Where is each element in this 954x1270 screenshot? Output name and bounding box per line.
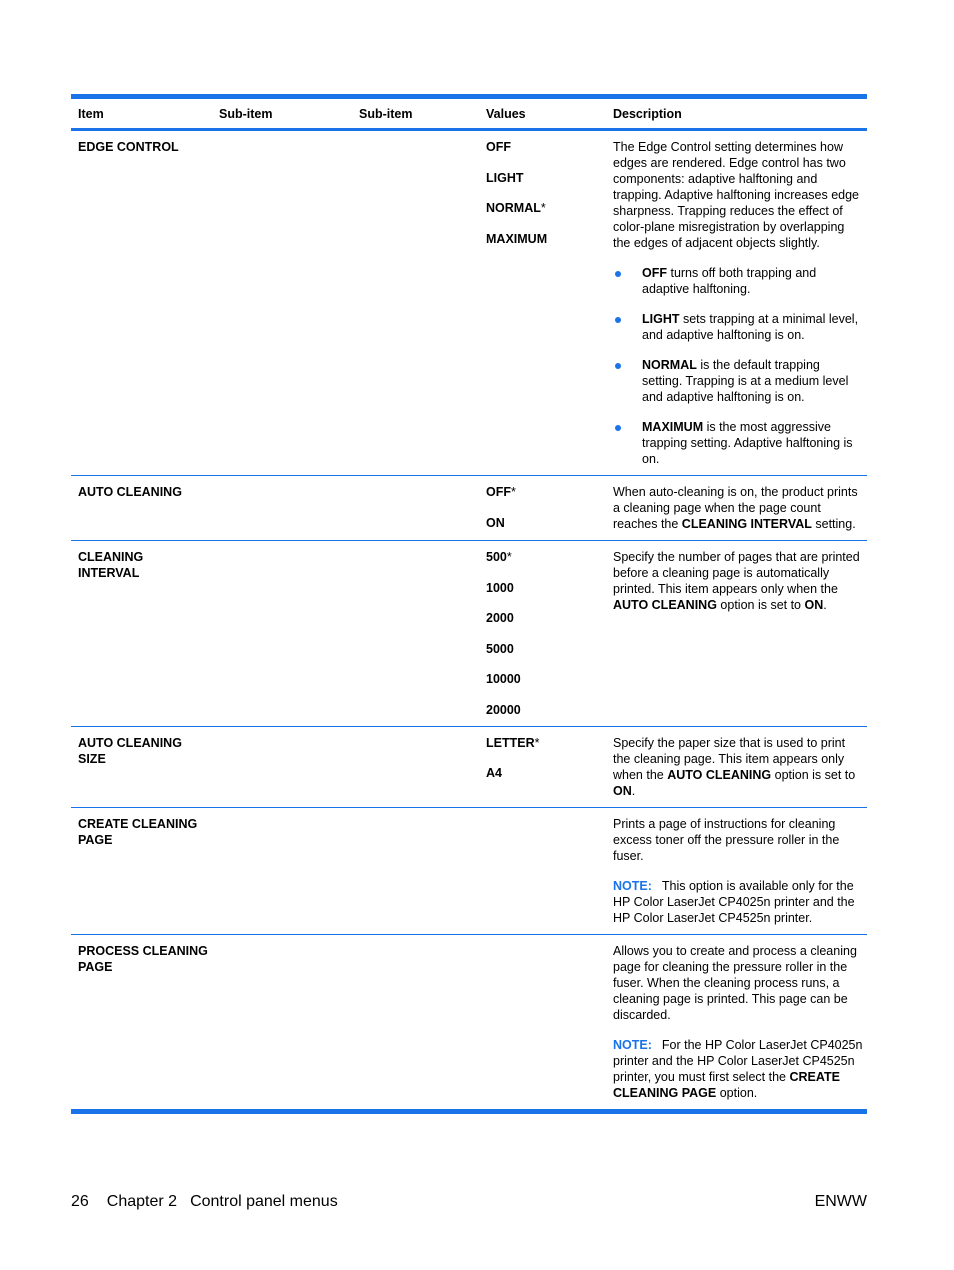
value-entry: ON [486, 515, 505, 530]
table-row-process-cleaning-page [71, 935, 867, 1109]
note-label: NOTE: [613, 878, 652, 893]
note: NOTE: For the HP Color LaserJet CP4025n printer and the HP Color LaserJet CP4525n printer, you must first select the CREATE CLEANING PAGE option. [613, 1037, 863, 1100]
description-cell [606, 727, 867, 807]
bullet-icon [615, 363, 621, 369]
value-entry: A4 [486, 766, 502, 780]
table-header [71, 99, 867, 131]
item-cell: CREATE CLEANING PAGE [78, 816, 198, 847]
value-entry: 10000 [486, 672, 521, 686]
chapter-label: Chapter 2 [106, 1193, 178, 1210]
item-cell: CLEANING INTERVAL [78, 550, 144, 580]
sub-item-cell [211, 541, 351, 726]
table-row-edge-control [71, 131, 867, 476]
description-text: Specify the number of pages that are printed before a cleaning page is automatically printed. This item appears only when the AUTO CLEANING option is set to ON. [613, 550, 860, 612]
sub-item-cell [211, 727, 351, 807]
sub-item-cell [351, 727, 479, 807]
header-sub-item-1: Sub-item [219, 106, 273, 121]
value-entry: OFF* [486, 485, 516, 499]
bullet-item: LIGHT sets trapping at a minimal level, and adaptive halftoning is on. [613, 311, 863, 343]
item-cell: AUTO CLEANING [78, 485, 182, 499]
values-cell [479, 808, 606, 934]
header-description: Description [613, 106, 682, 121]
header-values: Values [486, 106, 526, 121]
description-text: The Edge Control setting determines how edges are rendered. Edge control has two components: adaptive halftoning and trapping. Adaptive halftoning increases edge sharpness. Trapping reduces the effect of color-plane misregistration by overlapping the edges of adjacent objects slightly. [613, 140, 860, 250]
value-entry: MAXIMUM [486, 231, 548, 246]
sub-item-cell [351, 935, 479, 1109]
description-cell [606, 808, 867, 934]
header-item: Item [78, 106, 104, 121]
value-entry: 500* [486, 550, 512, 564]
value-entry: 1000 [486, 580, 514, 595]
table-row-auto-cleaning-size [71, 727, 867, 808]
sub-item-cell [351, 541, 479, 726]
table-row-auto-cleaning [71, 476, 867, 541]
value-entry: OFF [486, 140, 511, 154]
note: NOTE: This option is available only for the HP Color LaserJet CP4025n printer and the HP Color LaserJet CP4525n printer. [613, 878, 855, 925]
description-cell [606, 131, 867, 475]
item-cell: PROCESS CLEANING PAGE [78, 943, 208, 974]
bullet-icon [615, 271, 621, 277]
table-row-create-cleaning-page [71, 808, 867, 935]
bullet-item: MAXIMUM is the most aggressive trapping setting. Adaptive halftoning is on. [613, 419, 863, 467]
footer-right: ENWW [814, 1193, 867, 1210]
header-sub-item-2: Sub-item [359, 106, 413, 121]
bullet-list [613, 265, 863, 467]
values-cell [479, 476, 606, 540]
bullet-item: OFF turns off both trapping and adaptive halftoning. [613, 265, 863, 297]
description-text: When auto-cleaning is on, the product prints a cleaning page when the page count reaches the CLEANING INTERVAL setting. [613, 485, 858, 531]
values-cell [479, 727, 606, 807]
sub-item-cell [211, 808, 351, 934]
chapter-title: Control panel menus [190, 1193, 338, 1210]
note-label: NOTE: [613, 1037, 652, 1052]
item-cell: AUTO CLEANING SIZE [78, 735, 182, 766]
sub-item-cell [211, 935, 351, 1109]
item-cell: EDGE CONTROL [78, 140, 179, 154]
description-cell [606, 476, 867, 540]
description-text: Prints a page of instructions for cleaning excess toner off the pressure roller in the fuser. [613, 816, 840, 863]
table-row-cleaning-interval [71, 541, 867, 727]
page-footer [71, 1193, 867, 1211]
sub-item-cell [211, 131, 351, 475]
value-entry: NORMAL* [486, 201, 546, 215]
page-number: 26 [71, 1193, 89, 1210]
values-cell [479, 541, 606, 726]
menu-table [71, 94, 867, 1114]
value-entry: 2000 [486, 611, 514, 625]
value-entry: 5000 [486, 641, 514, 656]
description-text: Allows you to create and process a cleaning page for cleaning the pressure roller in the fuser. When the cleaning process runs, a cleaning page is printed. This page can be discarded. [613, 943, 857, 1022]
sub-item-cell [351, 476, 479, 540]
sub-item-cell [211, 476, 351, 540]
bullet-icon [615, 317, 621, 323]
description-cell [606, 935, 867, 1109]
bullet-item: NORMAL is the default trapping setting. Trapping is at a medium level and adaptive halftoning is on. [613, 357, 863, 405]
value-entry: LETTER* [486, 735, 540, 750]
description-text: Specify the paper size that is used to print the cleaning page. This item appears only when the AUTO CLEANING option is set to ON. [613, 735, 856, 798]
sub-item-cell [351, 808, 479, 934]
description-cell [606, 541, 867, 726]
values-cell [479, 935, 606, 1109]
value-entry: 20000 [486, 702, 521, 717]
value-entry: LIGHT [486, 170, 524, 185]
sub-item-cell [351, 131, 479, 475]
bullet-icon [615, 425, 621, 431]
values-cell [479, 131, 606, 475]
footer-left [71, 1193, 356, 1211]
